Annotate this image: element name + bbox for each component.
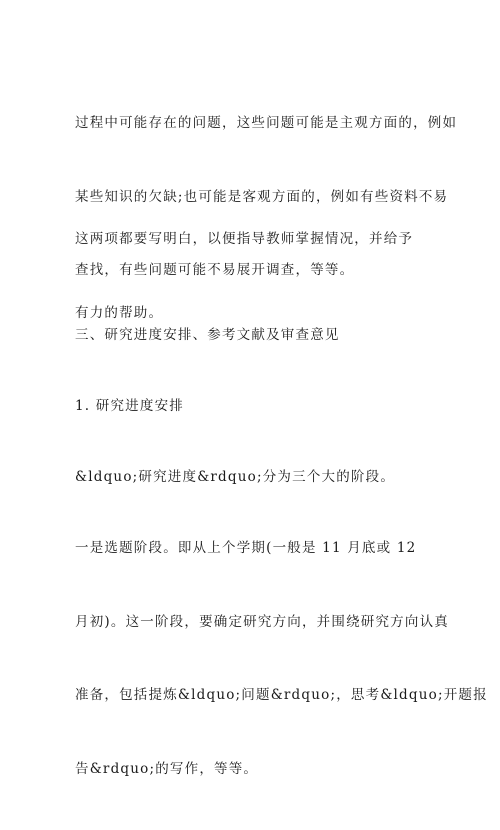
text-line: 查找，有些问题可能不易展开调查，等等。 xyxy=(75,262,355,278)
text-line: 告&rdquo;的写作，等等。 xyxy=(75,760,259,777)
text-line: 某些知识的欠缺;也可能是客观方面的，例如有些资料不易 xyxy=(75,188,449,205)
text-line: 有力的帮助。 xyxy=(75,304,164,321)
heading-line: 三、研究进度安排、参考文献及审查意见 xyxy=(75,327,340,343)
heading-line: 1. 研究进度安排 xyxy=(75,398,184,414)
text-line: 一是选题阶段。即从上个学期(一般是 11 月底或 12 xyxy=(75,540,417,556)
text-line: 这两项都要写明白，以便指导教师掌握情况，并给予 xyxy=(75,231,414,247)
text-line: 过程中可能存在的问题，这些问题可能是主观方面的，例如 xyxy=(75,115,458,131)
text-line: 月初)。这一阶段，要确定研究方向，并围绕研究方向认真 xyxy=(75,613,449,630)
text-line: 准备，包括提炼&ldquo;问题&rdquo;，思考&ldquo;开题报 xyxy=(75,687,488,703)
text-line: &ldquo;研究进度&rdquo;分为三个大的阶段。 xyxy=(75,469,396,485)
paragraph-topic-stage xyxy=(75,487,488,830)
